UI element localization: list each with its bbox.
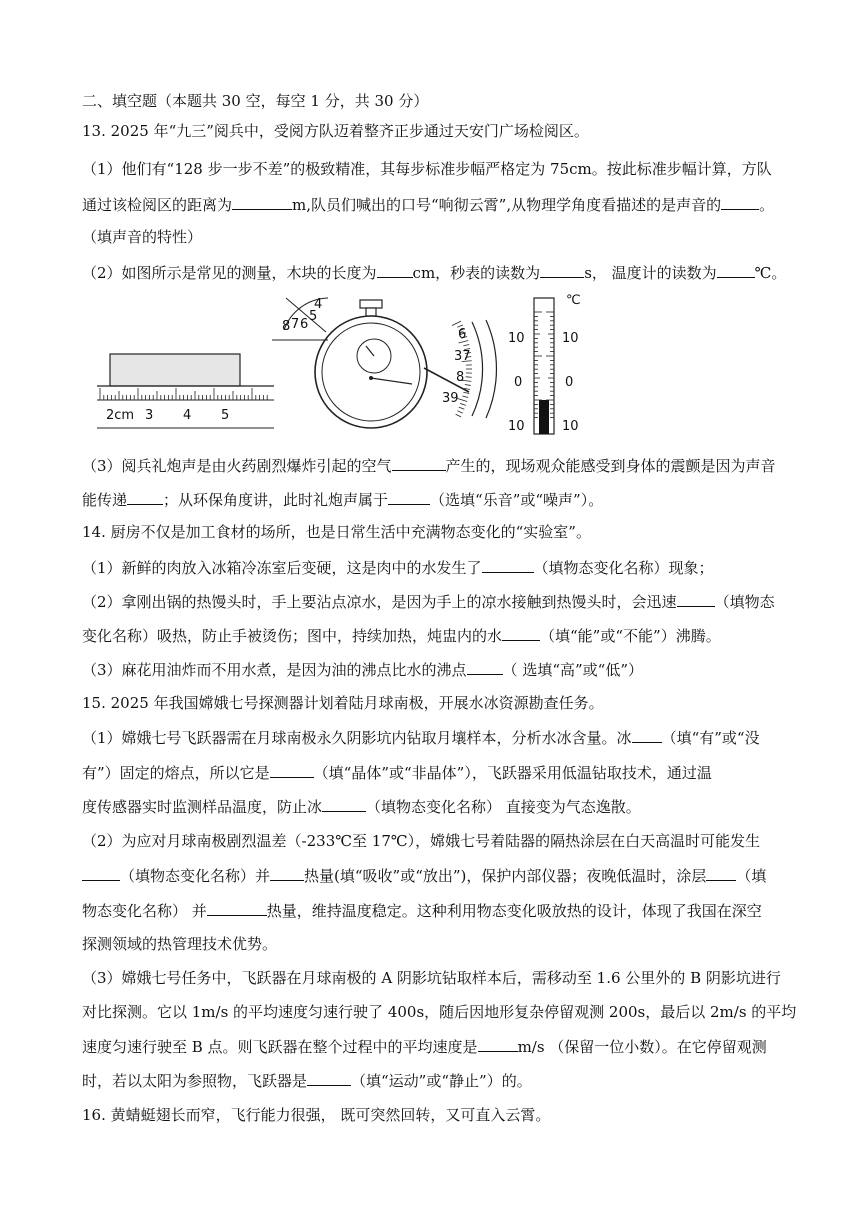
thermo-unit: ℃ — [566, 293, 581, 308]
q15-p3-line-a: （3）嫦娥七号任务中，飞跃器在月球南极的 A 阴影坑钻取样本后，需移动至 1.6 公里外的 B 阴影坑进行 — [82, 969, 781, 987]
q15-p3-line-c — [82, 1035, 792, 1058]
stopwatch-button — [360, 300, 382, 308]
second-label: 39 — [442, 391, 459, 406]
second-label: 37 — [454, 349, 471, 364]
scale-tick — [462, 396, 468, 398]
text: 速度匀速行驶至 B 点。则飞跃器在整个过程中的平均速度是 — [82, 1038, 478, 1056]
q15-p2-line-c — [82, 899, 792, 922]
minute-label: 5 — [309, 309, 318, 324]
q13-p3-line-a — [82, 454, 792, 477]
minute-label: 8 — [282, 319, 291, 334]
thermo-right-label: 10 — [562, 331, 579, 346]
measurement-figure — [94, 292, 594, 438]
text: （填物态变化名称）现象； — [533, 559, 714, 577]
text: ；从环保角度讲，此时礼炮声属于 — [163, 491, 389, 509]
text: （3）麻花用油炸而不用水煮，是因为油的沸点比水的沸点 — [82, 661, 467, 679]
text: ℃。 — [754, 264, 787, 282]
text: （选填“乐音”或“噪声”）。 — [430, 491, 604, 509]
thermometer-diagram — [508, 293, 581, 434]
text: （填物态变化名称）并 — [120, 867, 271, 885]
stopwatch-body — [315, 316, 427, 428]
text: （1）嫦娥七号飞跃器需在月球南极永久阴影坑内钻取月壤样本，分析水冰含量。冰 — [82, 729, 632, 747]
text: （1）新鲜的肉放入冰箱冷冻室后变硬，这是肉中的水发生了 — [82, 559, 482, 577]
q15-p2-line-d: 探测领域的热管理技术优势。 — [82, 935, 278, 953]
answer-blank[interactable] — [232, 193, 292, 210]
q15-stem: 15. 2025 年我国嫦娥七号探测器计划着陆月球南极，开展水冰资源勘查任务。 — [82, 694, 604, 712]
minute-label: 7 — [291, 317, 300, 332]
answer-blank[interactable] — [467, 658, 503, 675]
q13-p3-line-b — [82, 488, 792, 511]
wooden-block — [110, 354, 240, 386]
ruler-diagram — [97, 354, 274, 428]
second-label: 8 — [456, 370, 465, 385]
text: m/s （保留一位小数）。在它停留观测 — [517, 1038, 767, 1056]
q15-p2-line-b — [82, 864, 792, 887]
answer-blank[interactable] — [540, 261, 584, 278]
answer-blank[interactable] — [127, 488, 163, 505]
text: s， 温度计的读数为 — [584, 264, 717, 282]
thermo-right-label: 0 — [565, 375, 574, 390]
text: 物态变化名称） 并 — [82, 902, 207, 920]
text: 热量，维持温度稳定。这种利用物态变化吸放热的设计，体现了我国在深空 — [266, 902, 762, 920]
minute-label: 4 — [314, 297, 323, 312]
text: （填“有”或“没 — [661, 729, 760, 747]
section-title: 二、填空题（本题共 30 空，每空 1 分，共 30 分） — [82, 92, 429, 110]
scale-tick — [456, 414, 461, 417]
text: （3）阅兵礼炮声是由火药剧烈爆炸引起的空气 — [82, 457, 392, 475]
text: 度传感器实时监测样品温度，防止冰 — [82, 798, 323, 816]
second-label: 6 — [458, 327, 467, 342]
answer-blank[interactable] — [388, 488, 430, 505]
answer-blank[interactable] — [270, 761, 314, 778]
text: 热量(填“吸收”或“放出”)，保护内部仪器；夜晚低温时，涂层 — [304, 867, 707, 885]
answer-blank[interactable] — [717, 261, 755, 278]
thermo-left-label: 10 — [508, 419, 525, 434]
q13-p2-line — [82, 261, 792, 284]
q15-p2-line-a: （2）为应对月球南极剧烈温差（-233℃至 17℃），嫦娥七号着陆器的隔热涂层在白天高温时可能发生 — [82, 832, 761, 850]
ruler-label: 3 — [145, 408, 154, 423]
stopwatch-diagram — [272, 297, 496, 428]
answer-blank[interactable] — [377, 261, 413, 278]
scale-tick — [459, 407, 465, 409]
q15-p3-line-d — [82, 1069, 792, 1092]
answer-blank[interactable] — [270, 864, 304, 881]
text: （填 — [736, 867, 767, 885]
ruler-label: 4 — [183, 408, 192, 423]
scale-tick — [458, 399, 468, 402]
q14-p2-line-a — [82, 590, 792, 613]
scale-tick — [465, 385, 471, 386]
answer-blank[interactable] — [677, 590, 715, 607]
text: 能传递 — [82, 491, 128, 509]
text: （ 选填“高”或“低”） — [502, 661, 643, 679]
text: （2）如图所示是常见的测量，木块的长度为 — [82, 264, 377, 282]
text: （填“能”或“不能”）沸腾。 — [540, 627, 721, 645]
q13-stem: 13. 2025 年“九三”阅兵中，受阅方队迈着整齐正步通过天安门广场检阅区。 — [82, 122, 589, 140]
q14-p3-line — [82, 658, 792, 681]
q14-p2-line-b — [82, 624, 792, 647]
thermo-left-label: 0 — [514, 375, 523, 390]
text: （填“运动”或“静止”）的。 — [351, 1072, 532, 1090]
answer-blank[interactable] — [482, 556, 534, 573]
q15-p1-line-a — [82, 726, 792, 749]
q15-p1-line-c — [82, 795, 792, 818]
text: 变化名称）吸热，防止手被烫伤；图中，持续加热，炖盅内的水 — [82, 627, 503, 645]
thermo-left-label: 10 — [508, 331, 525, 346]
scale-tick — [463, 344, 469, 345]
q15-p3-line-b: 对比探测。它以 1m/s 的平均速度匀速行驶了 400s，随后因地形复杂停留观测 200s，最后以 2m/s 的平均 — [82, 1003, 797, 1021]
q16-stem: 16. 黄蜻蜓翅长而窄，飞行能力很强， 既可突然回转，又可直入云霄。 — [82, 1106, 551, 1124]
answer-blank[interactable] — [207, 899, 267, 916]
answer-blank[interactable] — [721, 193, 759, 210]
q13-p1-line-c: （填声音的特性） — [82, 228, 203, 246]
text: （填物态 — [714, 593, 775, 611]
answer-blank[interactable] — [502, 624, 540, 641]
scale-tick — [460, 403, 466, 405]
q15-p1-line-b — [82, 761, 792, 784]
thermometer-liquid — [539, 400, 549, 434]
text: （填“晶体”或“非晶体”），飞跃器采用低温钻取技术，通过温 — [313, 764, 712, 782]
answer-blank[interactable] — [82, 864, 120, 881]
scale-tick — [452, 321, 461, 325]
ruler-label: 2cm — [106, 408, 135, 423]
ruler-label: 5 — [221, 408, 230, 423]
text: 时，若以太阳为参照物，飞跃器是 — [82, 1072, 308, 1090]
text: 有”）固定的熔点，所以它是 — [82, 764, 270, 782]
text: （填物态变化名称） 直接变为气态逸散。 — [366, 798, 641, 816]
answer-blank[interactable] — [322, 795, 366, 812]
scale-tick — [457, 411, 462, 413]
minute-label: 6 — [300, 317, 309, 332]
text: m,队员们喊出的口号“响彻云霄”,从物理学角度看描述的是声音的 — [292, 196, 722, 214]
answer-blank[interactable] — [478, 1035, 518, 1052]
q13-p1-line-b — [82, 193, 792, 216]
answer-blank[interactable] — [307, 1069, 351, 1086]
thermo-right-label: 10 — [562, 419, 579, 434]
text: cm，秒表的读数为 — [412, 264, 541, 282]
q14-p1-line — [82, 556, 792, 579]
text: 。 — [759, 196, 775, 214]
text: 通过该检阅区的距离为 — [82, 196, 233, 214]
answer-blank[interactable] — [392, 454, 446, 471]
answer-blank[interactable] — [632, 726, 662, 743]
q13-p1-line-a: （1）他们有“128 步一步不差”的极致精准，其每步标准步幅严格定为 75cm。按此标准步幅计算，方队 — [82, 160, 772, 178]
answer-blank[interactable] — [706, 864, 736, 881]
text: 产生的，现场观众能感受到身体的震颤是因为声音 — [445, 457, 776, 475]
q14-stem: 14. 厨房不仅是加工食材的场所，也是日常生活中充满物态变化的“实验室”。 — [82, 523, 591, 541]
text: （2）拿刚出锅的热馒头时，手上要沾点凉水，是因为手上的凉水接触到热馒头时，会迅速 — [82, 593, 677, 611]
